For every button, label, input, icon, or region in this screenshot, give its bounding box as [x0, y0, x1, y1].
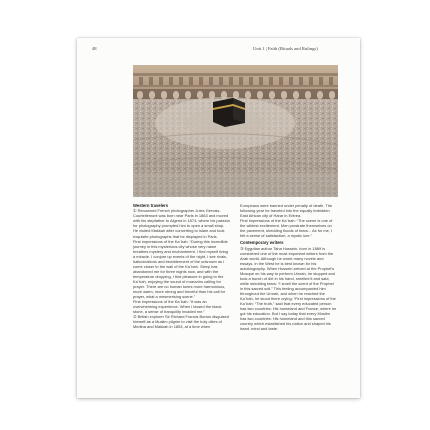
section-heading-western-travelers: Western travelers	[133, 203, 169, 208]
section-heading-contemporary-writers: Contemporary writers	[240, 240, 284, 246]
book-page	[77, 38, 360, 398]
paragraph: First impressions of the Kaʿbah: “It was an overwhelming experience. When I kissed the black stone, a sense of tranquility invaded me.”	[133, 299, 222, 315]
left-column	[133, 203, 230, 329]
right-column	[240, 203, 337, 331]
kaaba-photo-illustration	[133, 65, 338, 197]
paragraph: ① Renowned French photographer Jules Gervais-Courtellemont was born near Paris in 1863 and moved with his stepfather to Algeria in 1874, where his passion for photography prompted him to open a small shop. He visited Makkah after converting to Islam and took exquisite photographs that he displayed in Paris.	[133, 208, 230, 239]
paragraph: Europeans were banned under penalty of death. The following year he traveled into the equally forbidden East African city of Harar in Eritrea.	[240, 203, 333, 219]
paragraph: ③ Egyptian author Taha Hussein, born in 1889 is considered one of the most important writers from the Arab world. Although he wrote many novels and essays, in the West he is best known for his autobiography. When Hussein arrived at the Prophet's Mosque on his way to perform Umrah, he stopped and took a bunch of dirt in his hand, smelled it and said, while shedding tears: “I smell the scent of the Prophet in this sacred soil.” This feeling accompanied him throughout the Umrah, and when he reached the Kaʿbah, he stood there crying: “First impressions of the Kaʿbah: “The truth,” said that every educated person has two countries: His homeland and France, where he got his education. But I say today that every Muslim has two countries: His homeland and this sacred country which established his nation and shaped his heart, mind and taste.	[240, 245, 337, 332]
page-number: 48	[92, 46, 97, 51]
paragraph: ② British explorer Sir Richard Francis Burton disguised himself as a Muslim pilgrim to visit the holy cities of Medina and Makkah in 1853, at a time when	[133, 314, 229, 330]
running-head: Unit 1 | Faith (Rituals and Rulings)	[253, 46, 318, 51]
paragraph: First impressions of the Kaʿbah: “During this incredible journey in this mysterious city whose very name breathes mystery and enchantment, I find myself living a miracle. I conjure up events of the night, I see rivals, hallucinations and bewilderment of the unknown as I come closer to the wall of the Kaʿbah. Sleep has abandoned me for three nights now, and with the temperature dropping, I find pleasure in going to the Kaʿbah, enjoying the sound of muezzins calling for prayer. There are no human tunes more harmonious, more warm, more strong and forceful than his call for prayer, what a mesmerising scene.”	[133, 238, 228, 300]
paragraph: First impressions of the Kaʿbah: “The scene is one of the wildest excitement. Men prostrate themselves on the pavement, shedding floods of tears... As for me, I felt a sense of satisfaction, a mystic lure.”	[240, 218, 333, 239]
kaaba-photo	[133, 65, 338, 197]
